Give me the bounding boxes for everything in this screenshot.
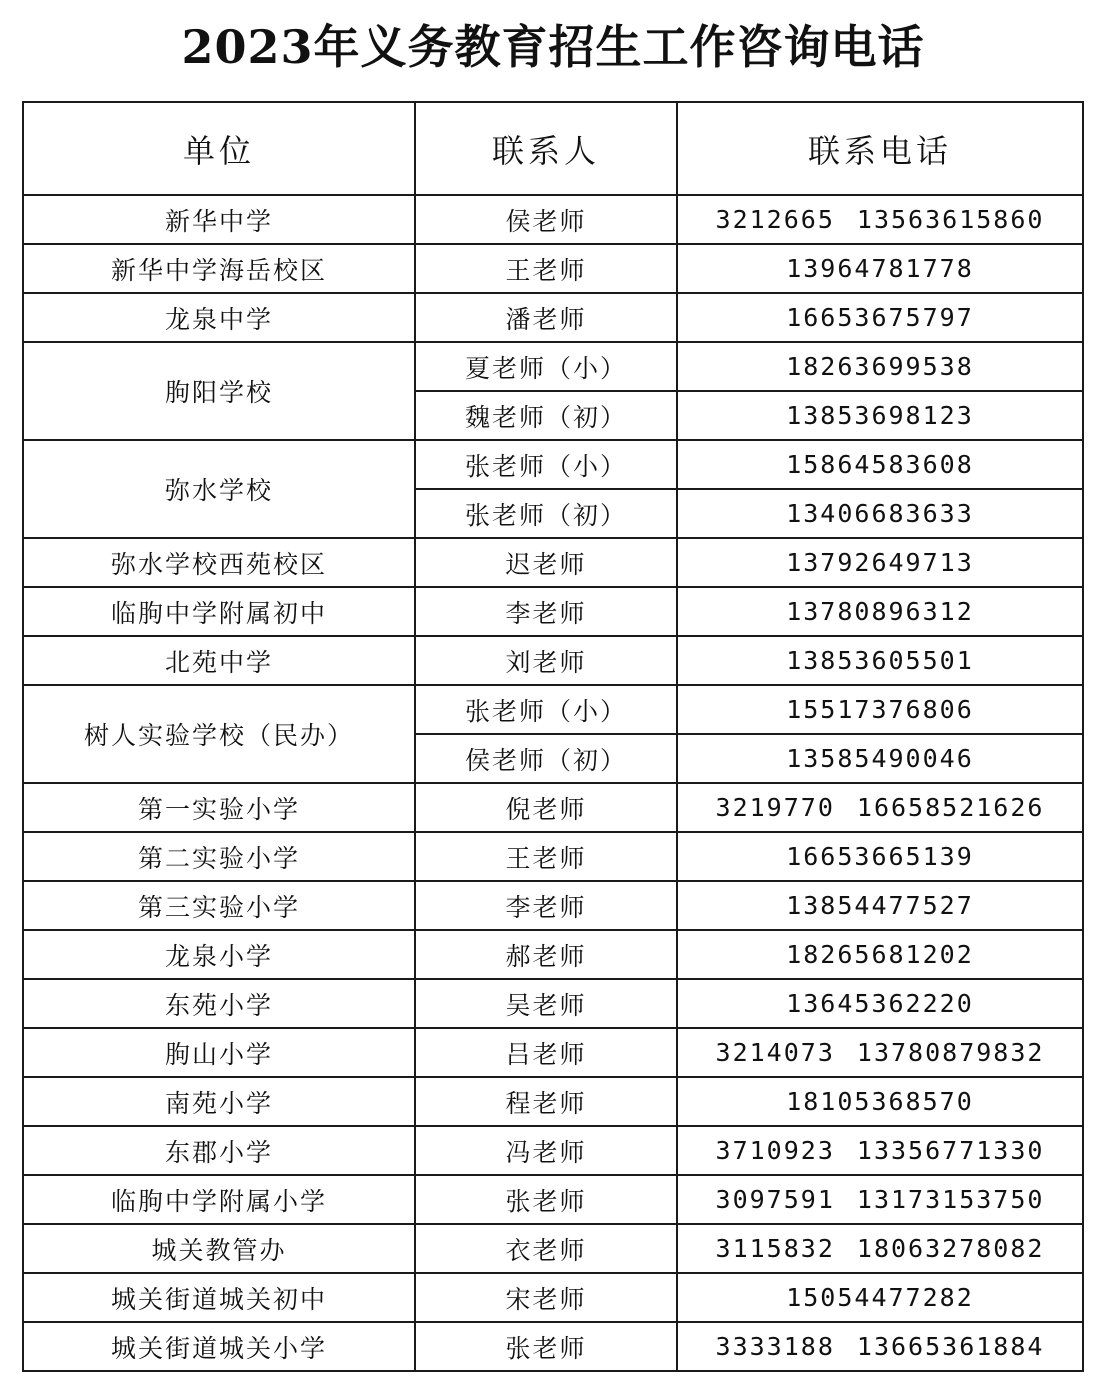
- table-row: [23, 538, 1083, 587]
- phone-cell: [677, 636, 1083, 685]
- mobile-number: 13563615860: [856, 205, 1045, 234]
- mobile-number: 13665361884: [856, 1332, 1045, 1361]
- phone-cell: [677, 832, 1083, 881]
- mobile-number: 13792649713: [786, 548, 974, 577]
- phone-cell: [677, 1126, 1083, 1175]
- landline-number: 3212665: [715, 205, 835, 234]
- unit-cell: 北苑中学: [23, 636, 415, 685]
- unit-cell: 龙泉小学: [23, 930, 415, 979]
- landline-number: 3710923: [715, 1136, 835, 1165]
- unit-cell: 龙泉中学: [23, 293, 415, 342]
- contact-cell: 张老师: [415, 1175, 677, 1224]
- phone-cell: [677, 489, 1083, 538]
- contact-cell: 张老师（小）: [415, 685, 677, 734]
- contact-cell: 王老师: [415, 832, 677, 881]
- contact-cell: 张老师（小）: [415, 440, 677, 489]
- contact-cell: 郝老师: [415, 930, 677, 979]
- phone-cell: [677, 587, 1083, 636]
- contact-cell: 侯老师（初）: [415, 734, 677, 783]
- unit-cell: 临朐中学附属小学: [23, 1175, 415, 1224]
- mobile-number: 18265681202: [786, 940, 974, 969]
- phone-cell: [677, 1273, 1083, 1322]
- mobile-number: 13853698123: [786, 401, 974, 430]
- phone-cell: [677, 244, 1083, 293]
- unit-cell: 城关街道城关小学: [23, 1322, 415, 1371]
- mobile-number: 13780896312: [786, 597, 974, 626]
- unit-cell: 弥水学校: [23, 440, 415, 538]
- table-row: [23, 783, 1083, 832]
- mobile-number: 13173153750: [856, 1185, 1045, 1214]
- contact-cell: 李老师: [415, 881, 677, 930]
- contact-cell: 倪老师: [415, 783, 677, 832]
- contact-cell: 张老师（初）: [415, 489, 677, 538]
- contact-cell: 宋老师: [415, 1273, 677, 1322]
- contact-cell: 程老师: [415, 1077, 677, 1126]
- unit-cell: 东郡小学: [23, 1126, 415, 1175]
- mobile-number: 13406683633: [786, 499, 974, 528]
- header-phone: 联系电话: [677, 102, 1083, 195]
- mobile-number: 18063278082: [856, 1234, 1045, 1263]
- table-header-row: [23, 102, 1083, 195]
- table-row: [23, 244, 1083, 293]
- phone-cell: [677, 881, 1083, 930]
- landline-number: 3097591: [715, 1185, 835, 1214]
- table-row: [23, 1322, 1083, 1371]
- landline-number: 3219770: [715, 793, 835, 822]
- mobile-number: 13854477527: [786, 891, 974, 920]
- table-body: [23, 195, 1083, 1371]
- phone-cell: [677, 391, 1083, 440]
- landline-number: 3214073: [715, 1038, 835, 1067]
- mobile-number: 18263699538: [786, 352, 974, 381]
- phone-cell: [677, 1224, 1083, 1273]
- table-row: [23, 881, 1083, 930]
- phone-cell: [677, 734, 1083, 783]
- unit-cell: 新华中学海岳校区: [23, 244, 415, 293]
- contact-cell: 李老师: [415, 587, 677, 636]
- mobile-number: 13964781778: [786, 254, 974, 283]
- phone-cell: [677, 1322, 1083, 1371]
- landline-number: 3115832: [715, 1234, 835, 1263]
- table-row: [23, 1077, 1083, 1126]
- landline-number: 3333188: [715, 1332, 835, 1361]
- table-row: [23, 1175, 1083, 1224]
- mobile-number: 16658521626: [856, 793, 1045, 822]
- unit-cell: 树人实验学校（民办）: [23, 685, 415, 783]
- mobile-number: 15517376806: [786, 695, 974, 724]
- contact-table: [22, 101, 1084, 1372]
- phone-cell: [677, 342, 1083, 391]
- table-row: [23, 587, 1083, 636]
- phone-cell: [677, 979, 1083, 1028]
- table-row: [23, 293, 1083, 342]
- contact-cell: 夏老师（小）: [415, 342, 677, 391]
- mobile-number: 13853605501: [786, 646, 974, 675]
- contact-cell: 衣老师: [415, 1224, 677, 1273]
- unit-cell: 朐阳学校: [23, 342, 415, 440]
- contact-cell: 迟老师: [415, 538, 677, 587]
- page-title: 2023年义务教育招生工作咨询电话: [181, 20, 925, 74]
- unit-cell: 南苑小学: [23, 1077, 415, 1126]
- unit-cell: 弥水学校西苑校区: [23, 538, 415, 587]
- contact-cell: 侯老师: [415, 195, 677, 244]
- phone-cell: [677, 195, 1083, 244]
- contact-cell: 吴老师: [415, 979, 677, 1028]
- unit-cell: 第三实验小学: [23, 881, 415, 930]
- mobile-number: 18105368570: [786, 1087, 974, 1116]
- contact-cell: 刘老师: [415, 636, 677, 685]
- table-row: [23, 685, 1083, 734]
- header-contact: 联系人: [415, 102, 677, 195]
- mobile-number: 16653665139: [786, 842, 974, 871]
- unit-cell: 城关街道城关初中: [23, 1273, 415, 1322]
- header-unit: 单位: [23, 102, 415, 195]
- table-row: [23, 1028, 1083, 1077]
- table-row: [23, 440, 1083, 489]
- phone-cell: [677, 1077, 1083, 1126]
- phone-cell: [677, 538, 1083, 587]
- phone-cell: [677, 1175, 1083, 1224]
- mobile-number: 13356771330: [856, 1136, 1045, 1165]
- contact-cell: 魏老师（初）: [415, 391, 677, 440]
- mobile-number: 13780879832: [856, 1038, 1045, 1067]
- table-row: [23, 1224, 1083, 1273]
- unit-cell: 城关教管办: [23, 1224, 415, 1273]
- phone-cell: [677, 930, 1083, 979]
- unit-cell: 东苑小学: [23, 979, 415, 1028]
- table-row: [23, 1126, 1083, 1175]
- mobile-number: 13585490046: [786, 744, 974, 773]
- phone-cell: [677, 293, 1083, 342]
- unit-cell: 第一实验小学: [23, 783, 415, 832]
- table-row: [23, 1273, 1083, 1322]
- contact-cell: 冯老师: [415, 1126, 677, 1175]
- phone-cell: [677, 783, 1083, 832]
- phone-cell: [677, 685, 1083, 734]
- table-row: [23, 636, 1083, 685]
- contact-cell: 张老师: [415, 1322, 677, 1371]
- mobile-number: 16653675797: [786, 303, 974, 332]
- phone-cell: [677, 440, 1083, 489]
- contact-cell: 潘老师: [415, 293, 677, 342]
- mobile-number: 15864583608: [786, 450, 974, 479]
- unit-cell: 第二实验小学: [23, 832, 415, 881]
- mobile-number: 15054477282: [786, 1283, 974, 1312]
- unit-cell: 朐山小学: [23, 1028, 415, 1077]
- table-row: [23, 930, 1083, 979]
- contact-cell: 王老师: [415, 244, 677, 293]
- table-row: [23, 832, 1083, 881]
- unit-cell: 临朐中学附属初中: [23, 587, 415, 636]
- table-row: [23, 979, 1083, 1028]
- phone-cell: [677, 1028, 1083, 1077]
- table-row: [23, 195, 1083, 244]
- unit-cell: 新华中学: [23, 195, 415, 244]
- mobile-number: 13645362220: [786, 989, 974, 1018]
- contact-cell: 吕老师: [415, 1028, 677, 1077]
- table-row: [23, 342, 1083, 391]
